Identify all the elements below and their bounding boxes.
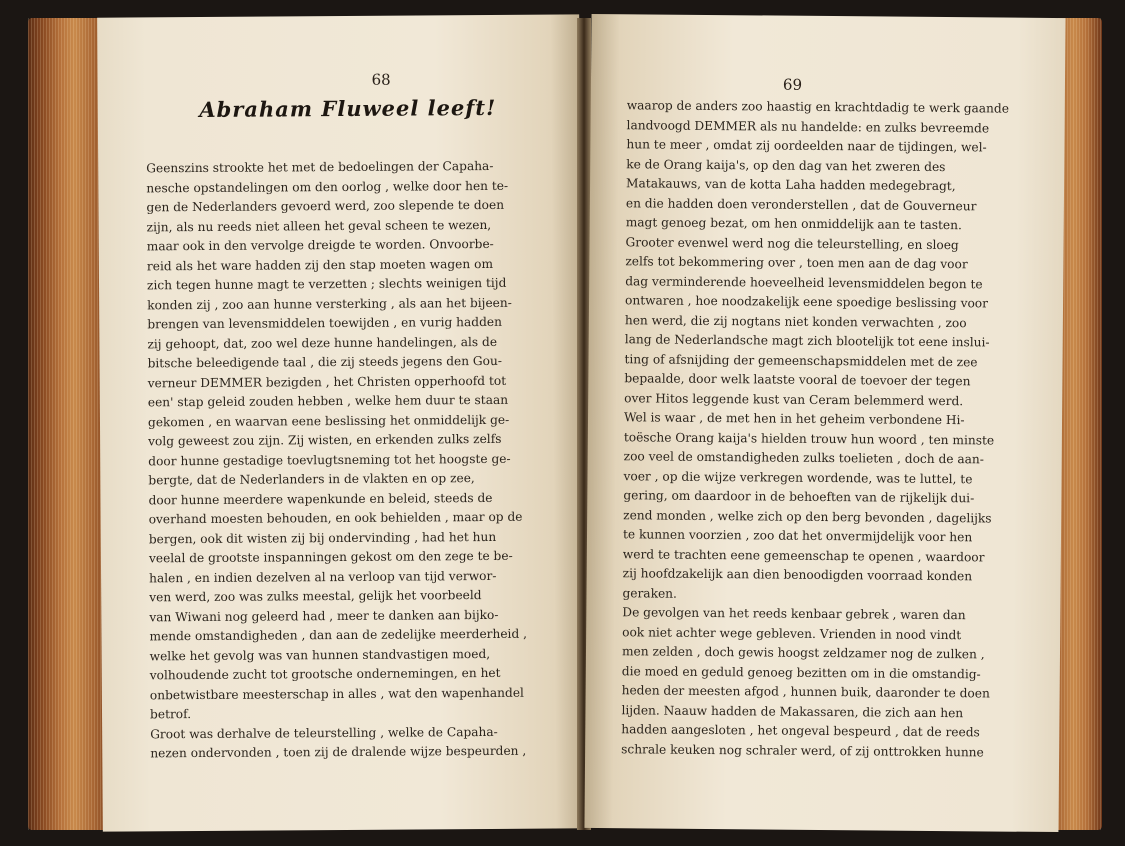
text-line: ook niet achter wege gebleven. Vrienden in nood vindt [622, 624, 962, 642]
page-number-right: 69 [782, 75, 803, 94]
text-line: overhand moesten behouden, en ook behielden , maar op de [148, 509, 523, 527]
text-line: men zelden , doch gewis hoogst zeldzamer nog de zulken , [621, 644, 985, 662]
text-line: een' stap geleid zouden hebben , welke hem duur te staan [147, 392, 509, 410]
left-page [97, 14, 585, 831]
text-line: Matakauws, van de kotta Laha hadden medegebragt, [626, 176, 956, 194]
text-line: nesche opstandelingen om den oorlog , welke door hen te- [146, 178, 509, 195]
text-line: te kunnen voorzien , zoo dat het onvermijdelijk voor hen [622, 527, 973, 545]
text-line: hun te meer , omdat zij oordeelden naar de tijdingen, wel- [626, 137, 987, 155]
text-line: toësche Orang kaija's hielden trouw hun woord , ten minste [623, 429, 995, 447]
text-line: zelfs tot bekommering over , toen men aan de dag voor [625, 254, 968, 272]
text-line: geraken. [622, 585, 678, 601]
text-line: volg geweest zou zijn. Zij wisten, en erkenden zulks zelfs [148, 431, 502, 449]
right-page-text [621, 96, 1009, 762]
text-line: gekomen , en waarvan eene beslissing het onmiddelijk ge- [147, 412, 510, 429]
text-line: voer , op die wijze verkregen wordende, was te luttel, te [623, 468, 973, 486]
text-line: betrof. [149, 707, 192, 722]
text-line: heden der meesten afgod , hunnen buik, daaronder te doen [621, 683, 990, 701]
text-line: lijden. Naauw hadden de Makassaren, die zich aan hen [621, 702, 964, 720]
text-line: waarop de anders zoo haastig en krachtdadig te werk gaande [626, 98, 1010, 116]
text-line: bergen, ook dit wisten zij bij ondervinding , had het hun [148, 529, 497, 546]
text-line: brengen van levensmiddelen toewijden , en vurig hadden [147, 314, 502, 332]
text-line: zij hoofdzakelijk aan dien benoodigden voorraad konden [622, 566, 973, 584]
text-line: gen de Nederlanders gevoerd werd, zoo slepende te doen [146, 197, 505, 215]
text-line: ven werd, zoo was zulks meestal, gelijk het voorbeeld [149, 588, 482, 605]
text-line: verneur DEMMER bezigden , het Christen opperhoofd tot [147, 373, 507, 390]
text-line: Geenszins strookte het met de bedoelingen der Capaha- [146, 158, 494, 176]
right-page [584, 14, 1065, 832]
text-line: werd te trachten eene gemeenschap te openen , waardoor [622, 546, 985, 564]
text-line: bitsche beleedigende taal , die zij steeds jegens den Gou- [147, 353, 503, 371]
text-line: ontwaren , hoe noodzakelijk eene spoedige beslissing voor [625, 293, 989, 311]
book-edge-right [1058, 18, 1102, 830]
text-line: zich tegen hunne magt te verzetten ; slechts weinigen tijd [146, 275, 507, 293]
text-line: reid als het ware hadden zij den stap moeten wagen om [146, 256, 494, 273]
text-line: zij gehoopt, dat, zoo wel deze hunne handelingen, als de [147, 334, 498, 351]
text-line: maar ook in den vervolge dreigde te worden. Onvoorbe- [146, 236, 494, 254]
text-line: schrale keuken nog schraler werd, of zij onttrokken hunne [621, 741, 984, 759]
text-line: onbetwistbare meesterschap in alles , wat den wapenhandel [149, 685, 524, 702]
text-line: volhoudende zucht tot grootsche ondernemingen, en het [149, 665, 501, 683]
text-line: konden zij , zoo aan hunne versterking , als aan het bijeen- [147, 295, 512, 312]
text-line: zend monden , welke zich op den berg bevonden , dagelijks [623, 507, 992, 525]
text-line: dag verminderende hoeveelheid levensmiddelen begon te [625, 273, 983, 291]
text-line: lang de Nederlandsche magt zich blootelijk tot eene inslui- [624, 332, 990, 350]
text-line: zijn, als nu reeds niet alleen het geval scheen te wezen, [146, 217, 492, 234]
text-line: gering, om daardoor in de behoeften van de rijkelijk dui- [623, 488, 975, 506]
text-line: halen , en indien dezelven al na verloop van tijd verwor- [149, 568, 497, 585]
text-line: hen werd, die zij nogtans niet konden verwachten , zoo [624, 312, 967, 330]
chapter-heading: Abraham Fluweel leeft! [199, 94, 497, 122]
text-line: nezen ondervonden , toen zij de dralende wijze bespeurden , [150, 743, 527, 761]
text-line: De gevolgen van het reeds kenbaar gebrek , waren dan [622, 605, 966, 623]
text-line: Wel is waar , de met hen in het geheim verbondene Hi- [623, 410, 965, 428]
text-line: ke de Orang kaija's, op den dag van het zweren des [626, 156, 946, 174]
text-line: over Hitos leggende kust van Ceram belemmerd werd. [624, 390, 964, 408]
text-line: Grooter evenwel werd nog die teleurstelling, en sloeg [625, 234, 959, 252]
text-line: welke het gevolg was van hunnen standvastigen moed, [149, 646, 491, 663]
text-line: hadden aangesloten , het ongeval bespeurd , dat de reeds [621, 722, 980, 740]
text-line: landvoogd DEMMER als nu handelde: en zulks bevreemde [626, 117, 990, 135]
text-line: door hunne gestadige toevlugtsneming tot het hoogste ge- [148, 451, 511, 468]
text-line: die moed en geduld genoeg bezitten om in die omstandig- [621, 663, 981, 681]
text-line: bepaalde, door welk laatste vooral de toevoer der tegen [624, 371, 971, 389]
text-line: Groot was derhalve de teleurstelling , welke de Capaha- [150, 724, 498, 741]
text-line: mende omstandigheden , dan aan de zedelijke meerderheid , [149, 626, 528, 644]
text-line: en die hadden doen veronderstellen , dat de Gouverneur [625, 195, 977, 213]
page-number-left: 68 [371, 70, 391, 89]
text-line: veelal de grootste inspanningen gekost om den zege te be- [148, 548, 513, 566]
text-line: magt genoeg bezat, om hen onmiddelijk aan te tasten. [625, 215, 962, 233]
text-line: van Wiwani nog geleerd had , meer te danken aan bijko- [149, 607, 499, 624]
left-page-text [146, 157, 528, 764]
text-line: ting of afsnijding der gemeenschapsmiddelen met de zee [624, 351, 978, 369]
text-line: door hunne meerdere wapenkunde en beleid, steeds de [148, 490, 493, 507]
text-line: zoo veel de omstandigheden zulks toelieten , doch de aan- [623, 449, 984, 467]
text-line: bergte, dat de Nederlanders in de vlakten en op zee, [148, 471, 475, 488]
